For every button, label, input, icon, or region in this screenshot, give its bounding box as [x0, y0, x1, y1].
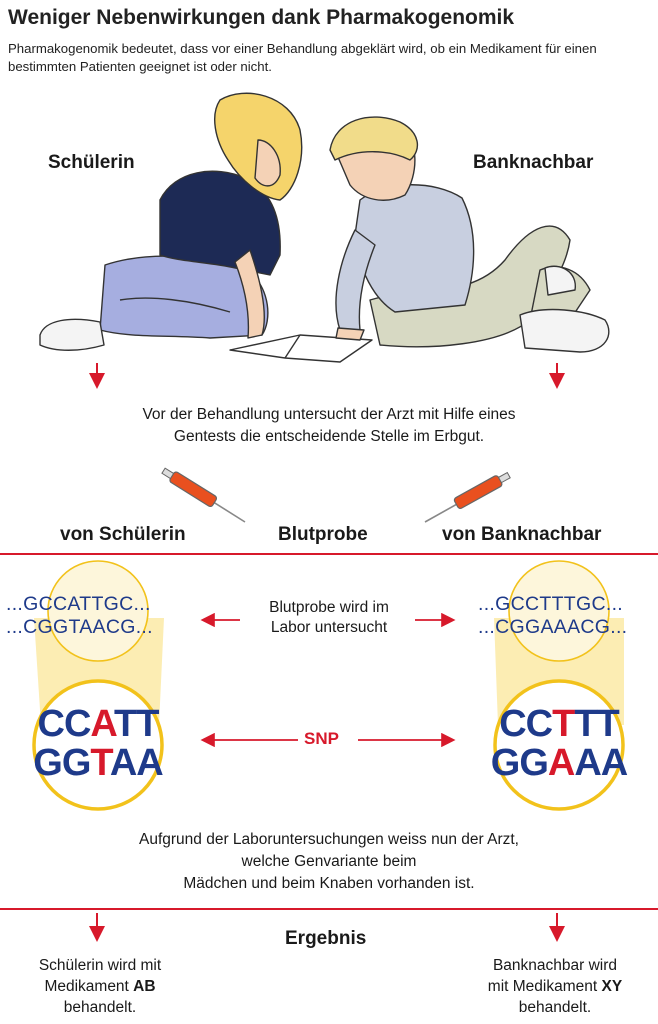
divider-top [0, 553, 658, 555]
conclusion-line-1: Aufgrund der Laboruntersuchungen weiss nun der Arzt, [139, 831, 519, 848]
label-schuelerin: Schülerin [48, 152, 135, 173]
syringe-left-icon [162, 468, 245, 522]
result-right-line-1: Banknachbar wird [492, 957, 618, 974]
dna-left-line-1: ...GCCATTGC... [6, 593, 151, 615]
lab-note-line-1: Blutprobe wird im [269, 599, 389, 616]
result-left-line-3: behandelt. [63, 999, 137, 1016]
zoom-right-snp-bottom: A [547, 742, 575, 784]
zoom-right-l2-a: GG [490, 742, 548, 784]
lab-note [244, 598, 414, 638]
zoom-left-l2-c: AA [109, 742, 163, 784]
exam-text-line-1: Vor der Behandlung untersucht der Arzt mit Hilfe eines [142, 406, 516, 423]
zoom-left-snp-top: A [90, 703, 115, 745]
result-right-line-3: behandelt. [518, 999, 592, 1016]
exam-text [0, 404, 658, 448]
dna-sequence-left [6, 593, 153, 639]
conclusion-line-3: Mädchen und beim Knaben vorhanden ist. [183, 875, 475, 892]
snp-label: SNP [304, 729, 339, 748]
label-blutprobe: Blutprobe [278, 524, 368, 545]
label-sample-right: von Banknachbar [442, 524, 602, 545]
divider-bottom [0, 908, 658, 910]
label-banknachbar: Banknachbar [473, 152, 594, 173]
dna-sequence-right [478, 593, 627, 639]
dna-right-line-2: ...CGGAAACG... [478, 616, 628, 638]
lab-note-line-2: Labor untersucht [270, 619, 388, 636]
label-sample-left: von Schülerin [60, 524, 186, 545]
zoom-sequence-right [479, 705, 639, 783]
exam-text-line-2: Gentests die entscheidende Stelle im Erbgut. [173, 428, 485, 445]
result-title: Ergebnis [285, 928, 367, 949]
conclusion-line-2: welche Genvariante beim [241, 853, 417, 870]
zoom-right-l1-a: CC [499, 703, 553, 745]
intro-text: Pharmakogenomik bedeutet, dass vor einer Behandlung abgeklärt wird, ob ein Medikament für einen bestimmten Patienten geeignet ist oder nicht. [8, 41, 597, 74]
result-left [10, 955, 190, 1018]
students-illustration [40, 93, 609, 362]
zoom-left-snp-bottom: T [90, 742, 110, 784]
result-right-line-2: mit Medikament [487, 978, 602, 995]
result-left-drug: AB [133, 978, 156, 995]
dna-left-line-2: ...CGGTAACG... [6, 616, 153, 638]
zoom-left-l1-c: TT [114, 703, 159, 745]
zoom-left-l1-a: CC [37, 703, 91, 745]
conclusion-text [0, 829, 658, 895]
result-left-line-2: Medikament [44, 978, 134, 995]
zoom-right-l2-c: AA [574, 742, 628, 784]
zoom-sequence-left [18, 705, 178, 783]
zoom-left-l2-a: GG [33, 742, 91, 784]
syringe-right-icon [425, 473, 510, 522]
result-right-drug: XY [601, 978, 623, 995]
dna-right-line-1: ...GCCTTTGC... [478, 593, 624, 615]
result-right [460, 955, 650, 1018]
result-left-line-1: Schülerin wird mit [38, 957, 162, 974]
zoom-right-l1-c: TT [574, 703, 619, 745]
page-title: Weniger Nebenwirkungen dank Pharmakogenomik [8, 6, 515, 29]
zoom-right-snp-top: T [552, 703, 575, 745]
